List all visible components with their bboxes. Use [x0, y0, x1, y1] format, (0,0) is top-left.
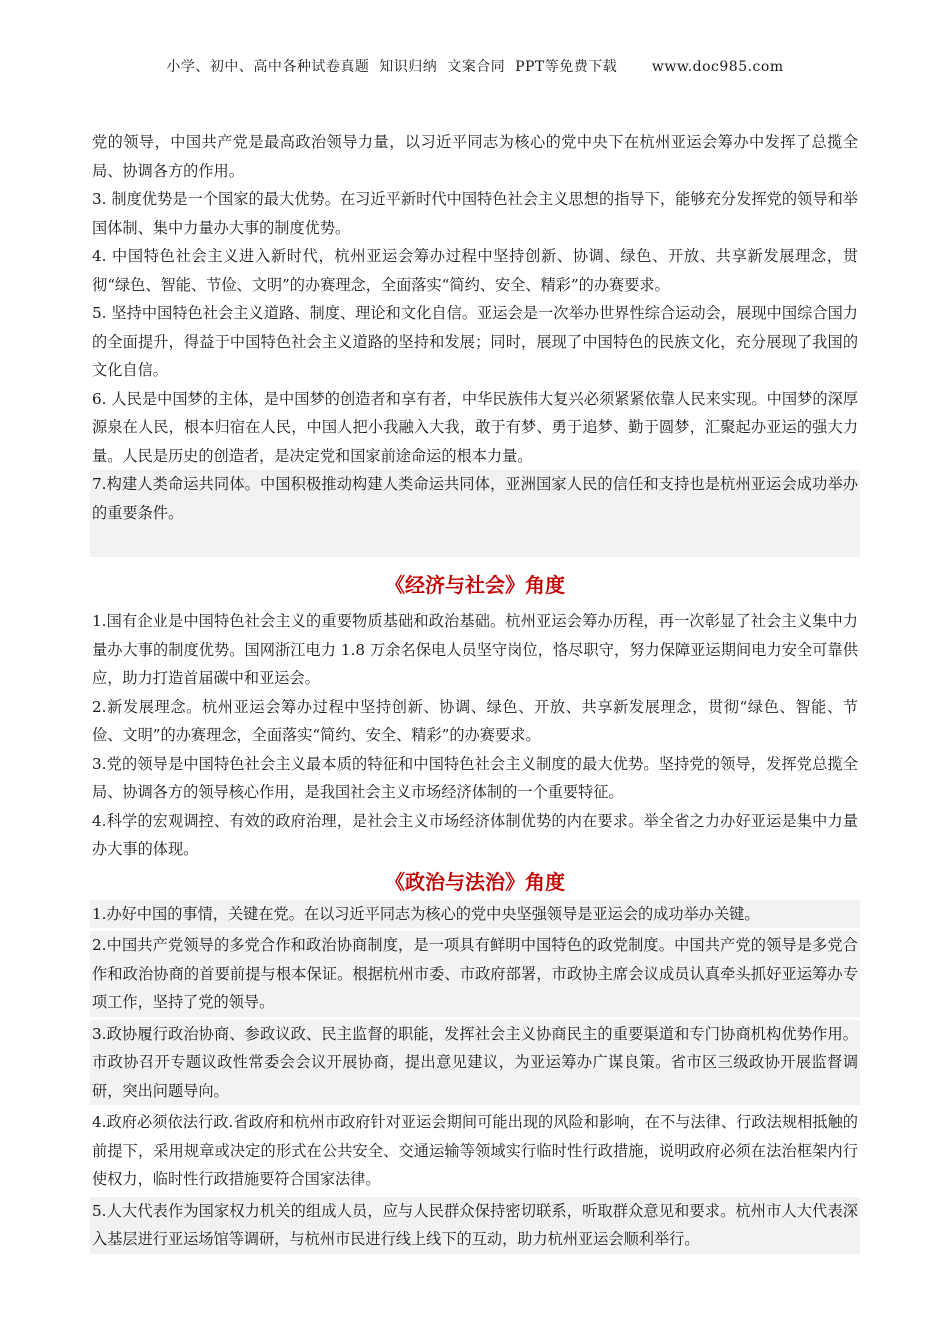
section-title-economy-society: 《经济与社会》角度 — [385, 573, 565, 597]
paragraph-highlighted: 3.政协履行政治协商、参政议政、民主监督的职能，发挥社会主义协商民主的重要渠道和专门协商机构优势作用。市政协召开专题议政性常委会会议开展协商，提出意见建议，为亚运筹办广谋良策。省市区三级政协开展监督调研，突出问题导向。 — [90, 1020, 860, 1106]
paragraph: 2.新发展理念。杭州亚运会筹办过程中坚持创新、协调、绿色、开放、共享新发展理念，贯彻“绿色、智能、节俭、文明”的办赛理念，全面落实“简约、安全、精彩”的办赛要求。 — [92, 697, 858, 744]
document-body — [90, 128, 860, 1257]
paragraph: 4.科学的宏观调控、有效的政府治理，是社会主义市场经济体制优势的内在要求。举全省之力办好亚运是集中力量办大事的体现。 — [92, 811, 858, 858]
paragraph: 5. 坚持中国特色社会主义道路、制度、理论和文化自信。亚运会是一次举办世界性综合运动会，展现中国综合国力的全面提升，得益于中国特色社会主义道路的坚持和发展；同时，展现了中国特色的民族文化，充分展现了我国的文化自信。 — [92, 304, 858, 379]
paragraph: 3.党的领导是中国特色社会主义最本质的特征和中国特色社会主义制度的最大优势。坚持党的领导，发挥党总揽全局、协调各方的领导核心作用，是我国社会主义市场经济体制的一个重要特征。 — [92, 754, 858, 801]
section-politics-philosophy — [90, 128, 860, 557]
section-title-politics-law: 《政治与法治》角度 — [385, 869, 565, 894]
paragraph: 4. 中国特色社会主义进入新时代，杭州亚运会筹办过程中坚持创新、协调、绿色、开放、共享新发展理念，贯彻“绿色、智能、节俭、文明”的办赛理念，全面落实“简约、安全、精彩”的办赛要求。 — [92, 247, 858, 294]
paragraph: 党的领导，中国共产党是最高政治领导力量，以习近平同志为核心的党中央下在杭州亚运会筹办中发挥了总揽全局、协调各方的作用。 — [92, 133, 858, 180]
section-politics-law — [90, 900, 860, 1254]
paragraph: 6. 人民是中国梦的主体，是中国梦的创造者和享有者，中华民族伟大复兴必须紧紧依靠人民来实现。中国梦的深厚源泉在人民，根本归宿在人民，中国人把小我融入大我，敢于有梦、勇于追梦、勤于圆梦，汇聚起办亚运的强大力量。人民是历史的创造者，是决定党和国家前途命运的根本力量。 — [92, 389, 858, 465]
page-header: 小学、初中、高中各种试卷真题 知识归纳 文案合同 PPT等免费下载 www.doc985.com — [166, 59, 784, 75]
section-economy-society — [90, 607, 860, 864]
paragraph: 4.政府必须依法行政.省政府和杭州市政府针对亚运会期间可能出现的风险和影响，在不与法律、行政法规相抵触的前提下，采用规章或决定的形式在公共安全、交通运输等领域实行临时性行政措施，说明政府必须在法治框架内行使权力，临时性行政措施要符合国家法律。 — [92, 1113, 858, 1188]
paragraph-highlighted: 1.办好中国的事情，关键在党。在以习近平同志为核心的党中央坚强领导是亚运会的成功举办关键。 — [90, 900, 860, 929]
paragraph-highlighted: 7.构建人类命运共同体。中国积极推动构建人类命运共同体，亚洲国家人民的信任和支持也是杭州亚运会成功举办的重要条件。 — [90, 470, 860, 557]
paragraph: 1.国有企业是中国特色社会主义的重要物质基础和政治基础。杭州亚运会筹办历程，再一次彰显了社会主义集中力量办大事的制度优势。国网浙江电力 1.8 万余名保电人员坚守岗位，恪尽职守，努力保障亚运期间电力安全可靠供应，助力打造首届碳中和亚运会。 — [92, 612, 858, 687]
paragraph: 3. 制度优势是一个国家的最大优势。在习近平新时代中国特色社会主义思想的指导下，能够充分发挥党的领导和举国体制、集中力量办大事的制度优势。 — [92, 190, 858, 237]
paragraph-highlighted: 2.中国共产党领导的多党合作和政治协商制度，是一项具有鲜明中国特色的政党制度。中国共产党的领导是多党合作和政治协商的首要前提与根本保证。根据杭州市委、市政府部署，市政协主席会议成员认真牵头抓好亚运筹办专项工作，坚持了党的领导。 — [90, 931, 860, 1017]
paragraph-highlighted: 5.人大代表作为国家权力机关的组成人员，应与人民群众保持密切联系，听取群众意见和要求。杭州市人大代表深入基层进行亚运场馆等调研，与杭州市民进行线上线下的互动，助力杭州亚运会顺利举行。 — [90, 1197, 860, 1254]
